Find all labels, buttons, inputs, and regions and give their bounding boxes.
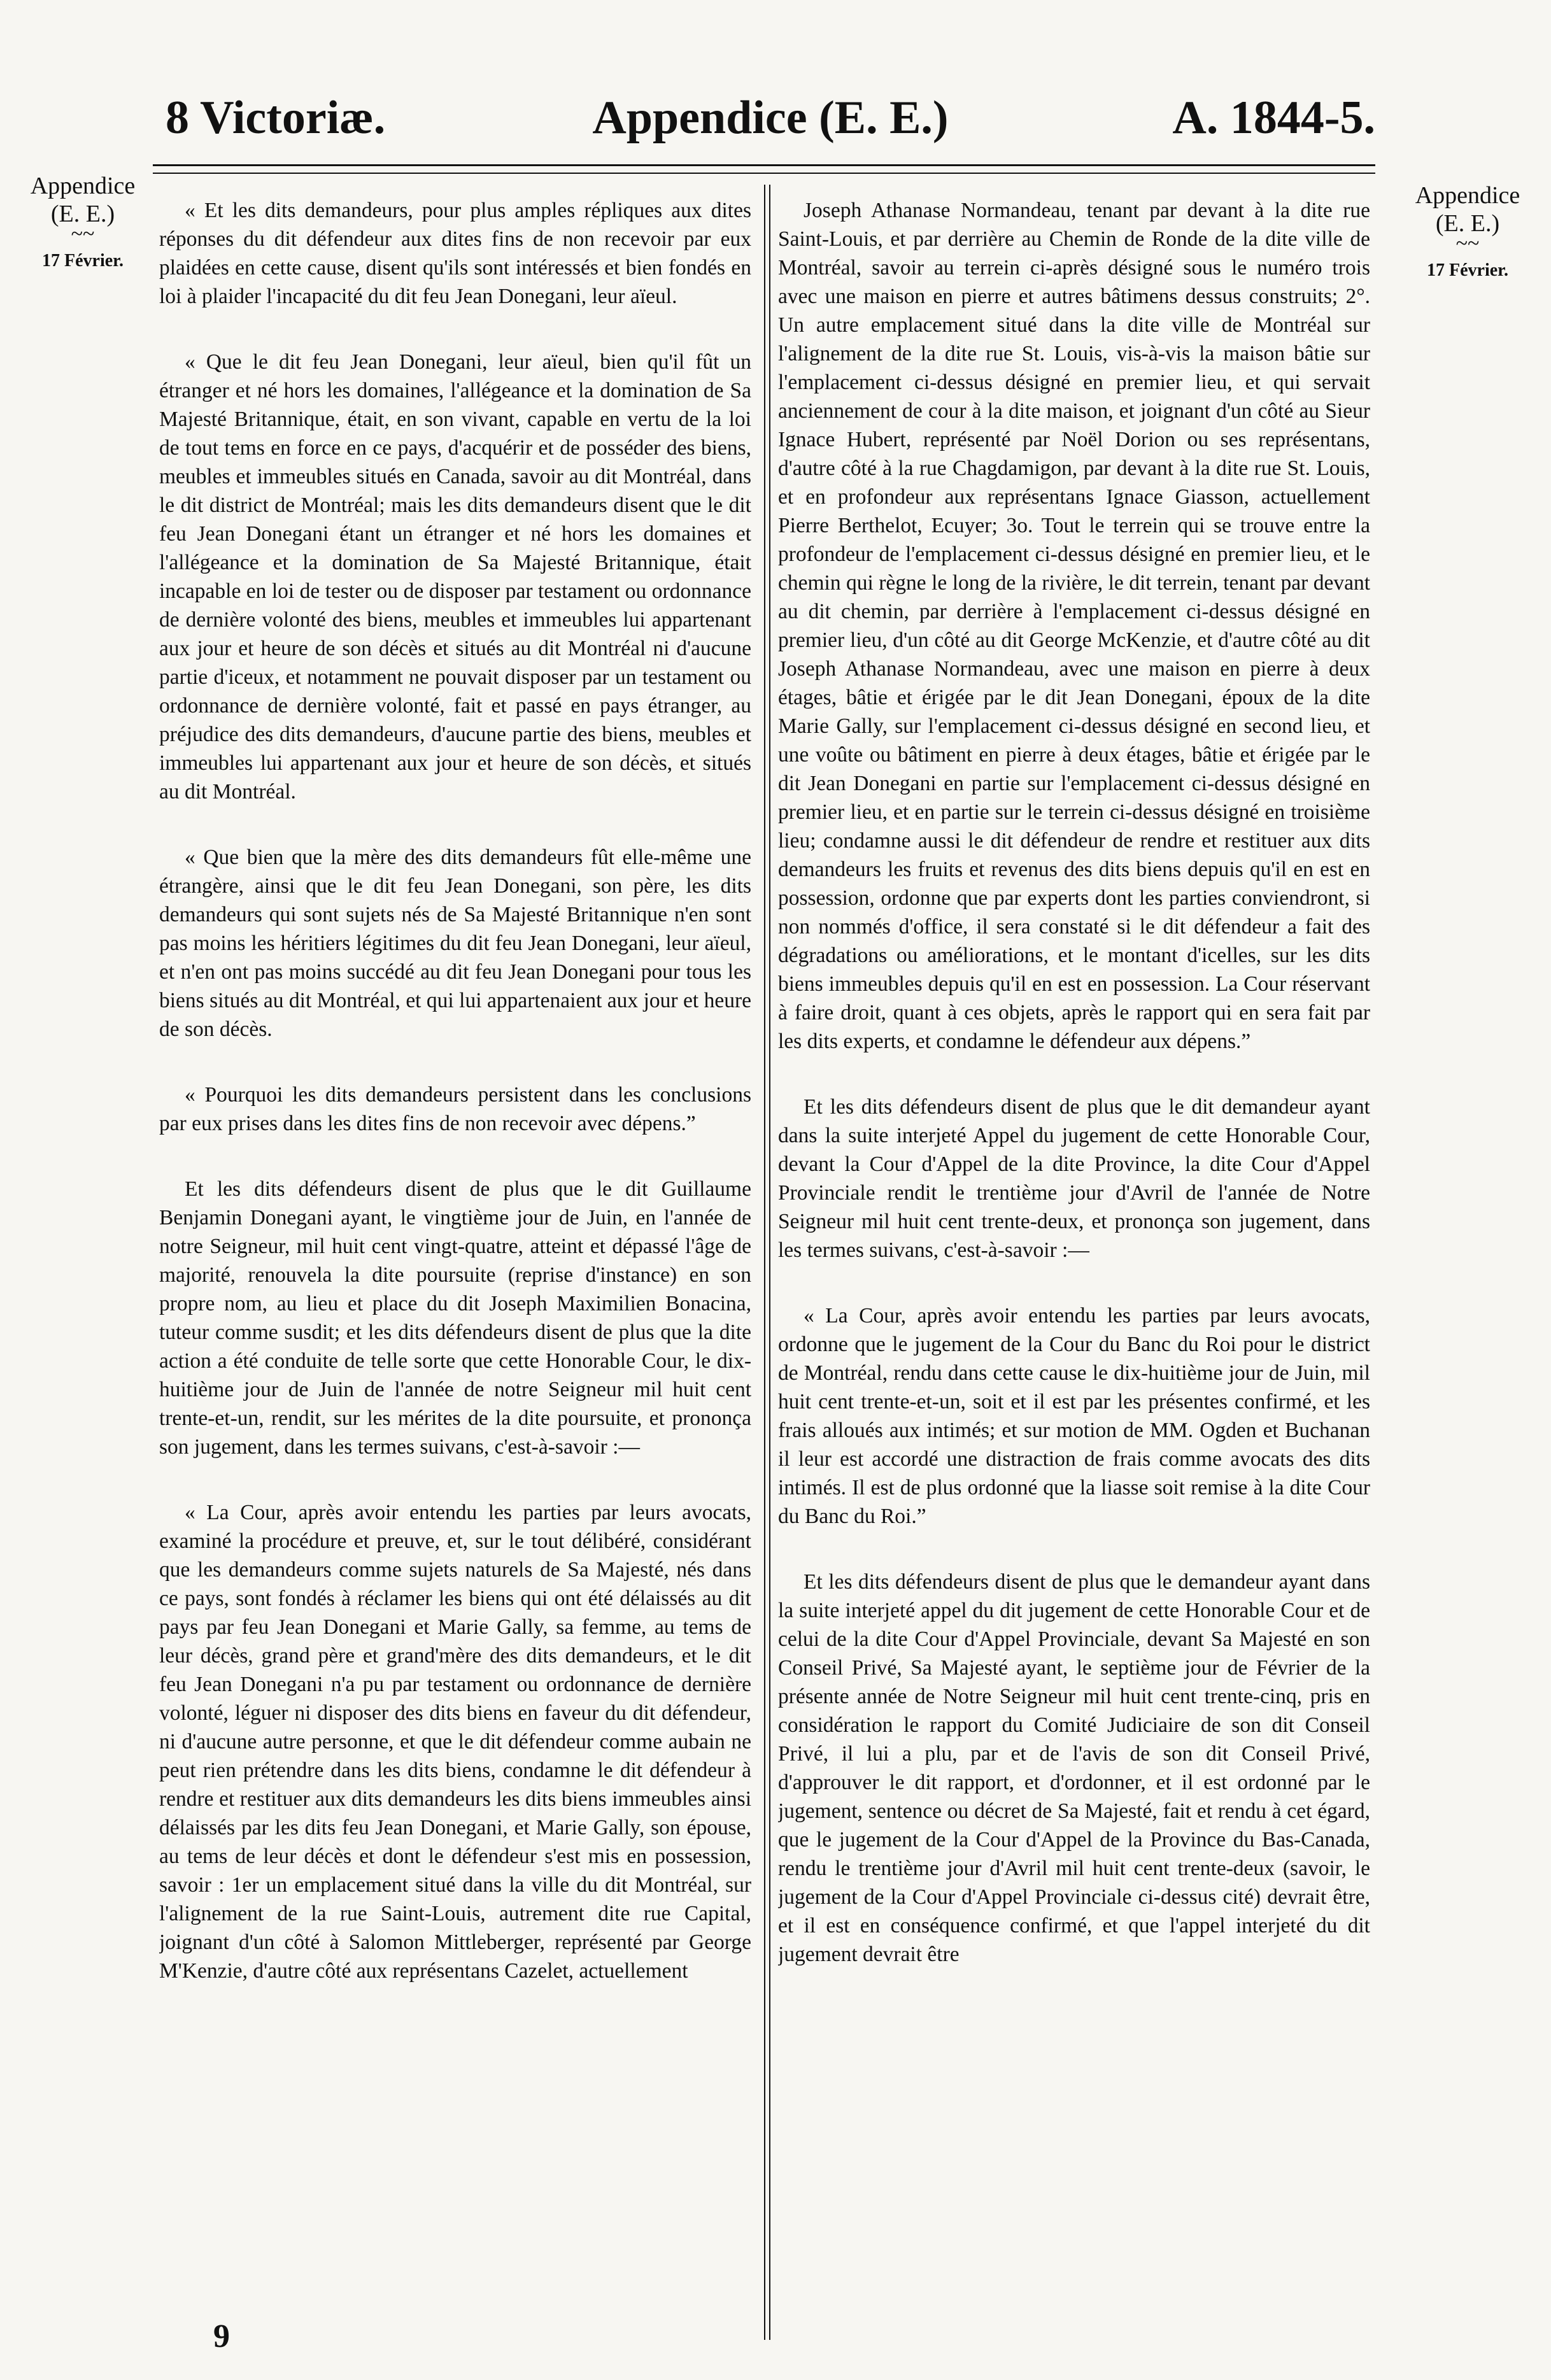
right-margin-note bbox=[1401, 181, 1534, 285]
paragraph: « Et les dits demandeurs, pour plus amples répliques aux dites réponses du dit défendeur aux dites fins de non recevoir par eux plaidées en cette cause, disent qu'ils sont intéressés et bien fondés en loi à plaider l'incapacité du dit feu Jean Donegani, leur aïeul. bbox=[159, 199, 751, 308]
header-center: Appendice (E. E.) bbox=[592, 92, 949, 144]
paragraph: « La Cour, après avoir entendu les parties par leurs avocats, examiné la procédure et preuve, et, sur le tout délibéré, considérant que les demandeurs comme sujets naturels de Sa Majesté, nés dans ce pays, sont fondés à réclamer les biens qui ont été délaissés au dit pays par feu Jean Donegani et Marie Gally, sa femme, au tems de leur décès, grand père et grand'mère des dits demandeurs, et le dit feu Jean Donegani n'a pu par testament ou ordonnance de dernière volonté, léguer ni disposer des dits biens en faveur du dit défendeur, ni d'aucune autre personne, et que le dit défendeur comme aubain ne peut rien prétendre dans les dits biens, condamne le dit défendeur à rendre et restituer aux dits demandeurs les dits biens immeubles ainsi délaissés par les dits feu Jean Donegani, et Marie Gally, son épouse, au tems de leur décès et dont le défendeur s'est mis en possession, savoir : 1er un emplacement situé dans la ville du dit Montréal, sur l'alignement de la rue Saint-Louis, autrement dite rue Capital, joignant d'un côté à Salomon Mittleberger, représenté par George M'Kenzie, d'autre côté aux représentans Cazelet, actuellement bbox=[159, 1501, 751, 1983]
header-left: 8 Victoriæ. bbox=[166, 92, 386, 144]
paragraph: « La Cour, après avoir entendu les parties par leurs avocats, ordonne que le jugement de la Cour du Banc du Roi pour le district de Montréal, rendu dans cette cause le dix-huitième jour de Juin, mil huit cent trente-et-un, soit et il est par les présentes confirmé, et les frais alloués aux intimés; et sur motion de MM. Ogden et Buchanan il leur est accordé une distraction de frais comme avocats des dits intimés. Il est de plus ordonné que la liasse soit remise à la dite Cour du Banc du Roi.” bbox=[778, 1304, 1370, 1528]
paragraph: « Pourquoi les dits demandeurs persistent dans les conclusions par eux prises dans les dites fins de non recevoir avec dépens.” bbox=[159, 1083, 751, 1135]
paragraph: Et les dits défendeurs disent de plus que le dit demandeur ayant dans la suite interjeté Appel du jugement de cette Honorable Cour, devant la Cour d'Appel de la dite Province, la dite Cour d'Appel Provinciale rendit le trentième jour d'Avril de l'année de Notre Seigneur mil huit cent trente-deux, et prononça son jugement, dans les termes suivans, c'est-à-savoir :— bbox=[778, 1095, 1370, 1262]
right-column bbox=[778, 185, 1370, 2337]
paragraph: « Que le dit feu Jean Donegani, leur aïeul, bien qu'il fût un étranger et né hors les domaines, l'allégeance et la domination de Sa Majesté Britannique, était, en son vivant, capable en vertu de la loi de tout tems en force en ce pays, d'acquérir et de posséder des biens, meubles et immeubles situés en Canada, savoir au dit Montréal, dans le dit district de Montréal; mais les dits demandeurs disent que le dit feu Jean Donegani étant un étranger et né hors les domaines et l'allégeance et la domination de Sa Majesté Britannique, était incapable en loi de tester ou de disposer par testament ou ordonnance de dernière volonté des biens, meubles et immeubles lui appartenant aux jour et heure de son décès et situés au dit Montréal ni d'aucune partie d'iceux, et notamment ne pouvait disposer par un testament ou ordonnance de dernière volonté, fait et passé en pays étranger, au préjudice des dits demandeurs, d'aucune partie des biens, meubles et immeubles lui appartenant aux jour et heure de son décès, et situés au dit Montréal. bbox=[159, 350, 751, 804]
header-right: A. 1844-5. bbox=[1172, 92, 1375, 144]
paragraph: Joseph Athanase Normandeau, tenant par devant à la dite rue Saint-Louis, et par derrière au Chemin de Ronde de la dite ville de Montréal, savoir au terrein ci-après désigné sous le numéro trois avec une maison en pierre et autres bâtimens dessus construits; 2°. Un autre emplacement situé dans la dite ville de Montréal sur l'alignement de la dite rue St. Louis, vis-à-vis la maison bâtie sur l'emplacement ci-dessus désigné en premier lieu, et qui servait anciennement de cour à la dite maison, et joignant d'un côté au Sieur Ignace Hubert, représenté par Noël Dorion ou ses représentans, d'autre côté à la rue Chagdamigon, par devant à la dite rue St. Louis, et en profondeur aux représentans Ignace Giasson, actuellement Pierre Berthelot, Ecuyer; 3o. Tout le terrein qui se trouve entre la profondeur de l'emplacement ci-dessus désigné en premier lieu, et le chemin qui règne le long de la rivière, le dit terrein, tenant par devant au dit chemin, par derrière à l'emplacement ci-dessus désigné en premier lieu, d'un côté au dit George McKenzie, et d'autre côté au dit Joseph Athanase Normandeau, avec une maison en pierre à deux étages, bâtie et érigée par le dit Jean Donegani, époux de la dite Marie Gally, sur l'emplacement ci-dessus désigné en second lieu, et une voûte ou bâtiment en pierre à deux étages, bâtie et érigée par le dit Jean Donegani en partie sur l'emplacement ci-dessus désigné en premier lieu, et en partie sur le terrein ci-dessus désigné en troisième lieu; condamne aussi le dit défendeur de rendre et restituer aux dits demandeurs les fruits et revenus des dits biens depuis qu'il en est en possession, ordonne que par experts dont les parties conviendront, si non nommés d'office, il sera constaté si le dit défendeur a fait des dégradations ou améliorations, et le montant d'icelles, sur les dits biens immeubles depuis qu'il en est en possession. La Cour réservant à faire droit, quant à ces objets, après le rapport qui en sera fait par les dits experts, et condamne le défendeur aux dépens.” bbox=[778, 199, 1370, 1053]
margin-note-line1: Appendice bbox=[30, 173, 136, 199]
margin-note-line2: (E. E.) bbox=[50, 201, 115, 227]
margin-note-date: 17 Février. bbox=[1426, 260, 1509, 280]
margin-swash: ~~ bbox=[1455, 232, 1480, 255]
running-header bbox=[166, 83, 1375, 153]
margin-note-line2: (E. E.) bbox=[1435, 210, 1500, 237]
left-margin-note bbox=[19, 172, 146, 275]
paragraph: Et les dits défendeurs disent de plus que le demandeur ayant dans la suite interjeté appel du dit jugement de cette Honorable Cour et de celui de la dite Cour d'Appel Provinciale, devant Sa Majesté en son Conseil Privé, Sa Majesté ayant, le septième jour de Février de la présente année de Notre Seigneur mil huit cent trente-cinq, pris en considération le rapport du Comité Judiciaire de son dit Conseil Privé, il lui a plu, par et de l'avis de son dit Conseil Privé, d'approuver le dit rapport, et d'ordonner, et il est ordonné par le jugement, sentence ou décret de Sa Majesté, fait et rendu à cet égard, que le jugement de la Cour d'Appel de la Province du Bas-Canada, rendu le trentième jour d'Avril mil huit cent trente-deux (savoir, le jugement de la Cour d'Appel Provinciale ci-dessus cité) devrait être, et il est en conséquence confirmé, et que l'appel interjeté du dit jugement devrait être bbox=[778, 1570, 1370, 1966]
paragraph: Et les dits défendeurs disent de plus que le dit Guillaume Benjamin Donegani ayant, le vingtième jour de Juin, en l'année de notre Seigneur, mil huit cent vingt-quatre, atteint et dépassé l'âge de majorité, renouvela la dite poursuite (reprise d'instance) en son propre nom, au lieu et place du dit Joseph Maximilien Bonacina, tuteur comme susdit; et les dits défendeurs disent de plus que la dite action a été conduite de telle sorte que cette Honorable Cour, le dix-huitième jour de Juin de l'année de notre Seigneur mil huit cent trente-et-un, rendit, sur les mérites de la dite poursuite, et prononça son jugement, dans les termes suivans, c'est-à-savoir :— bbox=[159, 1177, 751, 1459]
header-rule bbox=[153, 164, 1375, 174]
paragraph: « Que bien que la mère des dits demandeurs fût elle-même une étrangère, ainsi que le dit feu Jean Donegani, son père, les dits demandeurs qui sont sujets nés de Sa Majesté Britannique n'en sont pas moins les héritiers légitimes du dit feu Jean Donegani, leur aïeul, et n'en ont pas moins succédé au dit feu Jean Donegani pour tous les biens situés au dit Montréal, et qui lui appartenaient aux jour et heure de son décès. bbox=[159, 846, 751, 1041]
page-number: 9 bbox=[213, 2318, 230, 2355]
column-divider bbox=[764, 185, 770, 2340]
margin-note-line1: Appendice bbox=[1415, 182, 1520, 209]
left-column bbox=[159, 185, 751, 2337]
margin-swash: ~~ bbox=[71, 222, 95, 246]
margin-note-date: 17 Février. bbox=[41, 251, 124, 271]
